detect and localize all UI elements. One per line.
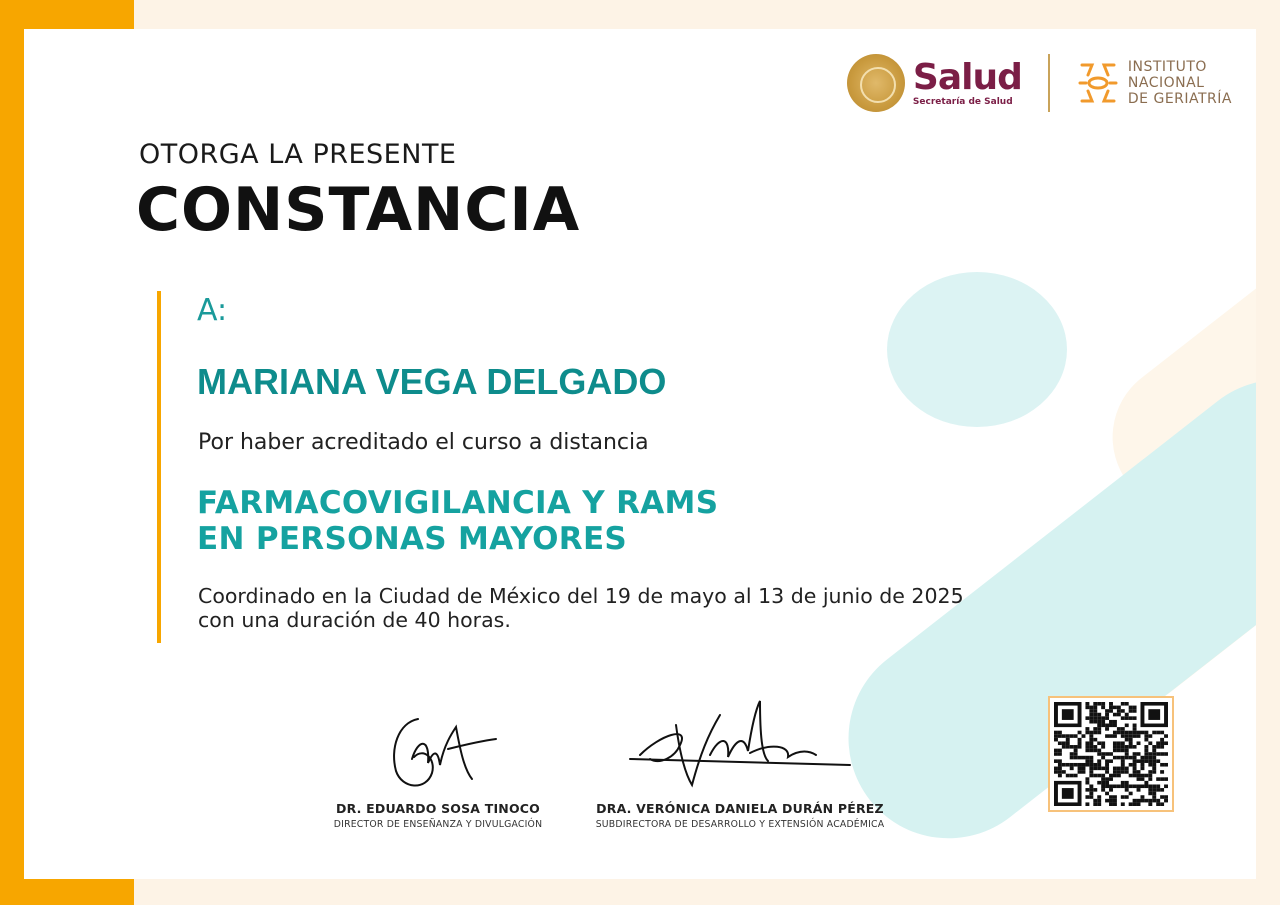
coordination-line: Coordinado en la Ciudad de México del 19 de mayo al 13 de junio de 2025 [198, 584, 964, 608]
qr-code-pattern [1054, 702, 1168, 806]
institute-line: NACIONAL [1127, 75, 1205, 91]
content-accent-line [157, 291, 161, 643]
salud-word: Salud [912, 56, 1022, 98]
institute-name [1128, 59, 1232, 107]
certificate-paper [24, 29, 1256, 879]
decorative-circle [887, 272, 1067, 427]
salud-subtitle: Secretaría de Salud [912, 96, 1013, 107]
handwritten-signature [368, 709, 508, 797]
reason-text: Por haber acreditado el curso a distancia [198, 430, 649, 455]
handwritten-signature [620, 695, 860, 797]
salud-logo [912, 56, 1022, 107]
signatory-name: DRA. VERÓNICA DANIELA DURÁN PÉREZ [596, 801, 884, 816]
coordination-line: con una duración de 40 horas. [198, 608, 511, 632]
coordination-text [198, 584, 964, 632]
intro-text: OTORGA LA PRESENTE [139, 139, 457, 170]
logo-divider [1048, 54, 1050, 112]
institute-line: DE GERIATRÍA [1127, 91, 1232, 107]
signatory-role: SUBDIRECTORA DE DESARROLLO Y EXTENSIÓN ACADÉMICA [595, 819, 885, 830]
header-logos [847, 51, 1232, 115]
recipient-name: MARIANA VEGA DELGADO [197, 361, 667, 402]
geriatria-logo-icon [1076, 59, 1120, 107]
qr-code[interactable] [1048, 696, 1174, 812]
signatory-role: DIRECTOR DE ENSEÑANZA Y DIVULGACIÓN [333, 819, 543, 830]
institute-line: INSTITUTO [1127, 59, 1207, 75]
signature-block [318, 709, 558, 830]
course-title-line: EN PERSONAS MAYORES [197, 521, 628, 557]
certificate-title: CONSTANCIA [136, 175, 581, 245]
course-title [197, 485, 718, 557]
signature-block [569, 695, 911, 830]
government-seal-icon [847, 54, 905, 112]
course-title-line: FARMACOVIGILANCIA Y RAMS [197, 485, 719, 521]
signatory-name: DR. EDUARDO SOSA TINOCO [336, 801, 540, 816]
recipient-label: A: [197, 293, 228, 328]
